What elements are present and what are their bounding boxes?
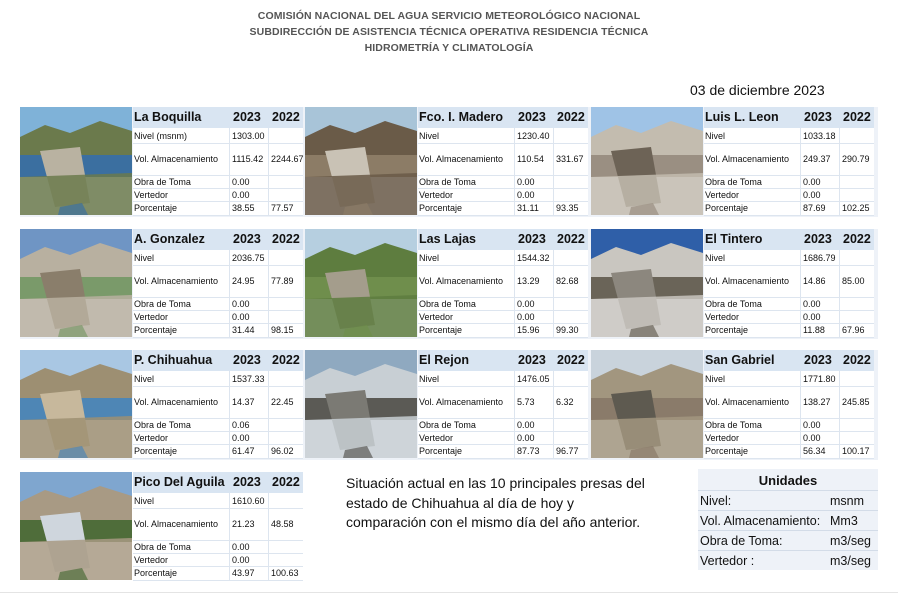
value-2022: 6.32 <box>556 397 574 407</box>
dam-name: A. Gonzalez <box>134 232 205 246</box>
year-2022-header: 2022 <box>272 232 300 246</box>
row-label: Obra de Toma <box>705 420 762 430</box>
dam-table <box>704 107 874 215</box>
row-label: Vol. Almacenamiento <box>705 397 790 407</box>
value-2023: 13.29 <box>517 276 540 286</box>
dam-card <box>305 229 587 337</box>
unit-label: Vol. Almacenamiento: <box>700 514 821 528</box>
table-row-pct <box>133 444 303 459</box>
row-label: Obra de Toma <box>419 299 476 309</box>
dam-table <box>133 472 303 580</box>
table-row-vertedor <box>133 553 303 567</box>
value-2023: 0.00 <box>517 420 535 430</box>
value-2023: 0.00 <box>517 312 535 322</box>
row-label: Vertedor <box>134 190 169 200</box>
year-2022-header: 2022 <box>272 475 300 489</box>
dam-title-bar <box>133 472 303 493</box>
value-2022: 77.89 <box>271 276 294 286</box>
table-row-pct <box>418 201 588 216</box>
dam-title-bar <box>704 350 874 371</box>
dam-card <box>305 107 587 215</box>
units-row <box>698 510 878 530</box>
value-2022: 85.00 <box>842 276 865 286</box>
row-label: Nivel <box>419 253 440 263</box>
table-row-pct <box>704 444 874 459</box>
row-label: Nivel <box>134 253 155 263</box>
table-row-vol <box>704 265 874 298</box>
dam-photo <box>20 472 132 580</box>
units-row <box>698 490 878 510</box>
value-2023: 0.00 <box>803 312 821 322</box>
dam-name: Las Lajas <box>419 232 476 246</box>
value-2023: 0.00 <box>232 177 250 187</box>
row-label: Porcentaje <box>419 203 463 213</box>
table-row-nivel <box>418 129 588 144</box>
dam-name: Luis L. Leon <box>705 110 779 124</box>
table-row-obra <box>704 175 874 189</box>
table-row-pct <box>133 323 303 338</box>
dam-title-bar <box>133 107 303 128</box>
year-2023-header: 2023 <box>804 110 832 124</box>
row-label: Porcentaje <box>705 203 749 213</box>
table-row-vol <box>133 508 303 541</box>
value-2023: 0.00 <box>232 190 250 200</box>
dam-title-bar <box>133 229 303 250</box>
year-2022-header: 2022 <box>843 110 871 124</box>
row-label: Porcentaje <box>134 568 178 578</box>
value-2023: 31.11 <box>517 203 539 213</box>
table-row-obra <box>133 418 303 432</box>
table-row-obra <box>418 418 588 432</box>
units-row <box>698 530 878 550</box>
table-row-vertedor <box>418 310 588 324</box>
value-2023: 31.44 <box>232 325 255 335</box>
row-label: Vertedor <box>705 190 740 200</box>
value-2022: 48.58 <box>271 519 294 529</box>
dam-name: Pico Del Aguila <box>134 475 225 489</box>
dam-card <box>20 472 302 580</box>
value-2023: 138.27 <box>803 397 831 407</box>
value-2022: 99.30 <box>556 325 579 335</box>
header-line-2: SUBDIRECCIÓN DE ASISTENCIA TÉCNICA OPERATIVA RESIDENCIA TÉCNICA <box>249 26 649 38</box>
value-2023: 0.00 <box>803 177 821 187</box>
row-label: Obra de Toma <box>419 420 476 430</box>
dam-title-bar <box>133 350 303 371</box>
value-2023: 0.00 <box>517 190 535 200</box>
dam-card <box>20 350 302 458</box>
year-2023-header: 2023 <box>518 110 546 124</box>
value-2023: 1230.40 <box>517 131 550 141</box>
value-2023: 61.47 <box>232 446 255 456</box>
value-2023: 0.00 <box>803 299 821 309</box>
row-label: Porcentaje <box>419 325 463 335</box>
row-label: Vertedor <box>705 312 740 322</box>
value-2023: 0.00 <box>232 555 250 565</box>
unit-value: m3/seg <box>830 554 871 568</box>
unit-label: Nivel: <box>700 494 732 508</box>
row-label: Vertedor <box>419 312 454 322</box>
value-2023: 0.00 <box>517 177 535 187</box>
value-2022: 96.77 <box>556 446 579 456</box>
row-label: Porcentaje <box>705 325 749 335</box>
dam-name: La Boquilla <box>134 110 202 124</box>
dam-title-bar <box>418 350 588 371</box>
value-2023: 1476.05 <box>517 374 550 384</box>
year-2022-header: 2022 <box>843 353 871 367</box>
value-2023: 2036.75 <box>232 253 265 263</box>
table-row-obra <box>133 175 303 189</box>
table-row-obra <box>418 297 588 311</box>
table-row-pct <box>133 566 303 581</box>
year-2023-header: 2023 <box>233 353 261 367</box>
row-label: Obra de Toma <box>419 177 476 187</box>
year-2022-header: 2022 <box>557 353 585 367</box>
dam-photo <box>305 350 417 458</box>
dam-table <box>133 229 303 337</box>
table-row-obra <box>418 175 588 189</box>
year-2023-header: 2023 <box>518 232 546 246</box>
dam-photo <box>20 350 132 458</box>
row-label: Vol. Almacenamiento <box>134 519 219 529</box>
value-2023: 87.69 <box>803 203 826 213</box>
table-row-obra <box>704 297 874 311</box>
dam-card <box>591 350 873 458</box>
value-2022: 98.15 <box>271 325 294 335</box>
row-label: Vol. Almacenamiento <box>419 397 504 407</box>
dam-table <box>133 107 303 215</box>
value-2023: 249.37 <box>803 154 831 164</box>
value-2022: 67.96 <box>842 325 865 335</box>
row-label: Obra de Toma <box>134 542 191 552</box>
row-label: Vol. Almacenamiento <box>134 154 219 164</box>
value-2022: 331.67 <box>556 154 584 164</box>
table-row-vol <box>704 386 874 419</box>
year-2022-header: 2022 <box>557 110 585 124</box>
header-line-1: COMISIÓN NACIONAL DEL AGUA SERVICIO METEOROLÓGICO NACIONAL <box>257 10 641 22</box>
value-2023: 0.00 <box>803 433 821 443</box>
table-row-nivel <box>133 129 303 144</box>
dam-title-bar <box>704 107 874 128</box>
report-header <box>0 8 898 56</box>
value-2022: 82.68 <box>556 276 579 286</box>
value-2022: 2244.67 <box>271 154 304 164</box>
dam-table <box>704 350 874 458</box>
row-label: Nivel <box>419 374 440 384</box>
dam-title-bar <box>418 107 588 128</box>
table-row-vertedor <box>704 310 874 324</box>
table-row-pct <box>704 201 874 216</box>
row-label: Obra de Toma <box>705 177 762 187</box>
value-2023: 0.06 <box>232 420 250 430</box>
row-label: Vertedor <box>705 433 740 443</box>
unit-label: Obra de Toma: <box>700 534 783 548</box>
row-label: Vertedor <box>419 190 454 200</box>
dam-card <box>20 229 302 337</box>
value-2023: 0.00 <box>232 312 250 322</box>
value-2023: 0.00 <box>232 542 250 552</box>
row-label: Vertedor <box>134 433 169 443</box>
row-label: Vol. Almacenamiento <box>134 276 219 286</box>
value-2023: 0.00 <box>803 420 821 430</box>
row-label: Obra de Toma <box>705 299 762 309</box>
dam-table <box>418 350 588 458</box>
dam-title-bar <box>704 229 874 250</box>
value-2023: 24.95 <box>232 276 255 286</box>
value-2022: 77.57 <box>271 203 294 213</box>
value-2023: 0.00 <box>517 299 535 309</box>
row-label: Vol. Almacenamiento <box>705 154 790 164</box>
units-title: Unidades <box>758 473 818 488</box>
table-row-vol <box>704 143 874 176</box>
table-row-vertedor <box>418 188 588 202</box>
row-label: Porcentaje <box>705 446 749 456</box>
row-label: Nivel <box>134 496 155 506</box>
unit-value: m3/seg <box>830 534 871 548</box>
value-2023: 14.86 <box>803 276 826 286</box>
dam-name: P. Chihuahua <box>134 353 213 367</box>
report-date: 03 de diciembre 2023 <box>690 82 825 98</box>
row-label: Porcentaje <box>134 446 178 456</box>
table-row-vol <box>133 386 303 419</box>
row-label: Nivel <box>705 374 726 384</box>
value-2023: 38.55 <box>232 203 255 213</box>
summary-note: Situación actual en las 10 principales presas del estado de Chihuahua al día de hoy y comparación con el mismo día del año anterior. <box>346 475 645 530</box>
value-2023: 56.34 <box>803 446 826 456</box>
year-2023-header: 2023 <box>233 110 261 124</box>
year-2022-header: 2022 <box>272 353 300 367</box>
unit-label: Vertedor : <box>700 554 755 568</box>
table-row-obra <box>133 540 303 554</box>
row-label: Nivel <box>705 131 726 141</box>
value-2022: 245.85 <box>842 397 870 407</box>
units-box <box>698 469 878 570</box>
row-label: Nivel (msnm) <box>134 131 187 141</box>
dam-table <box>704 229 874 337</box>
value-2023: 11.88 <box>803 325 825 335</box>
table-row-nivel <box>418 372 588 387</box>
table-row-obra <box>133 297 303 311</box>
unit-value: Mm3 <box>830 514 858 528</box>
year-2023-header: 2023 <box>233 232 261 246</box>
table-row-obra <box>704 418 874 432</box>
dam-card <box>305 350 587 458</box>
value-2023: 15.96 <box>517 325 540 335</box>
table-row-vol <box>418 265 588 298</box>
table-row-vertedor <box>133 431 303 445</box>
table-row-nivel <box>704 372 874 387</box>
value-2023: 0.00 <box>517 433 535 443</box>
value-2023: 1544.32 <box>517 253 550 263</box>
table-row-vol <box>133 265 303 298</box>
dam-name: Fco. I. Madero <box>419 110 504 124</box>
value-2022: 102.25 <box>842 203 870 213</box>
year-2022-header: 2022 <box>557 232 585 246</box>
dam-name: El Tintero <box>705 232 763 246</box>
dam-table <box>133 350 303 458</box>
dam-name: San Gabriel <box>705 353 775 367</box>
row-label: Obra de Toma <box>134 420 191 430</box>
units-row <box>698 550 878 570</box>
year-2022-header: 2022 <box>843 232 871 246</box>
value-2023: 1537.33 <box>232 374 265 384</box>
dam-card <box>20 107 302 215</box>
table-row-nivel <box>704 129 874 144</box>
dam-name: El Rejon <box>419 353 470 367</box>
value-2023: 1303.00 <box>232 131 265 141</box>
row-label: Vertedor <box>134 312 169 322</box>
row-label: Obra de Toma <box>134 177 191 187</box>
row-label: Porcentaje <box>419 446 463 456</box>
value-2023: 21.23 <box>232 519 255 529</box>
table-row-vertedor <box>704 188 874 202</box>
dam-photo <box>20 107 132 215</box>
row-label: Vertedor <box>419 433 454 443</box>
table-row-nivel <box>133 372 303 387</box>
value-2023: 43.97 <box>232 568 255 578</box>
value-2022: 100.17 <box>842 446 870 456</box>
year-2023-header: 2023 <box>804 232 832 246</box>
year-2023-header: 2023 <box>233 475 261 489</box>
dam-photo <box>591 107 703 215</box>
dam-card <box>591 229 873 337</box>
dam-title-bar <box>418 229 588 250</box>
dam-card <box>591 107 873 215</box>
value-2023: 110.54 <box>517 154 544 164</box>
row-label: Nivel <box>134 374 155 384</box>
year-2023-header: 2023 <box>804 353 832 367</box>
value-2023: 87.73 <box>517 446 540 456</box>
dam-table <box>418 229 588 337</box>
value-2023: 0.00 <box>232 433 250 443</box>
row-label: Vol. Almacenamiento <box>134 397 219 407</box>
table-row-pct <box>704 323 874 338</box>
value-2022: 290.79 <box>842 154 870 164</box>
table-row-nivel <box>418 251 588 266</box>
row-label: Nivel <box>705 253 726 263</box>
year-2023-header: 2023 <box>518 353 546 367</box>
row-label: Vol. Almacenamiento <box>705 276 790 286</box>
bottom-divider <box>0 592 898 593</box>
value-2023: 1686.79 <box>803 253 836 263</box>
table-row-vertedor <box>704 431 874 445</box>
dam-table <box>418 107 588 215</box>
value-2023: 5.73 <box>517 397 535 407</box>
table-row-vol <box>133 143 303 176</box>
row-label: Porcentaje <box>134 203 178 213</box>
value-2023: 1033.18 <box>803 131 836 141</box>
row-label: Obra de Toma <box>134 299 191 309</box>
value-2022: 22.45 <box>271 397 294 407</box>
value-2023: 0.00 <box>232 299 250 309</box>
table-row-pct <box>418 444 588 459</box>
value-2023: 1610.60 <box>232 496 265 506</box>
dam-photo <box>305 107 417 215</box>
table-row-vol <box>418 386 588 419</box>
table-row-vertedor <box>133 310 303 324</box>
year-2022-header: 2022 <box>272 110 300 124</box>
dam-photo <box>20 229 132 337</box>
row-label: Porcentaje <box>134 325 178 335</box>
value-2023: 1115.42 <box>232 154 264 164</box>
value-2022: 96.02 <box>271 446 294 456</box>
table-row-vertedor <box>133 188 303 202</box>
table-row-nivel <box>133 494 303 509</box>
unit-value: msnm <box>830 494 865 508</box>
table-row-vol <box>418 143 588 176</box>
header-line-3: HIDROMETRÍA Y CLIMATOLOGÍA <box>364 42 534 54</box>
row-label: Nivel <box>419 131 440 141</box>
value-2022: 93.35 <box>556 203 579 213</box>
value-2023: 14.37 <box>232 397 255 407</box>
row-label: Vol. Almacenamiento <box>419 154 504 164</box>
table-row-vertedor <box>418 431 588 445</box>
table-row-pct <box>418 323 588 338</box>
dam-photo <box>591 350 703 458</box>
row-label: Vol. Almacenamiento <box>419 276 504 286</box>
value-2023: 1771.80 <box>803 374 836 384</box>
value-2023: 0.00 <box>803 190 821 200</box>
table-row-pct <box>133 201 303 216</box>
row-label: Vertedor <box>134 555 169 565</box>
value-2022: 100.63 <box>271 568 299 578</box>
table-row-nivel <box>133 251 303 266</box>
dam-photo <box>305 229 417 337</box>
dam-photo <box>591 229 703 337</box>
table-row-nivel <box>704 251 874 266</box>
